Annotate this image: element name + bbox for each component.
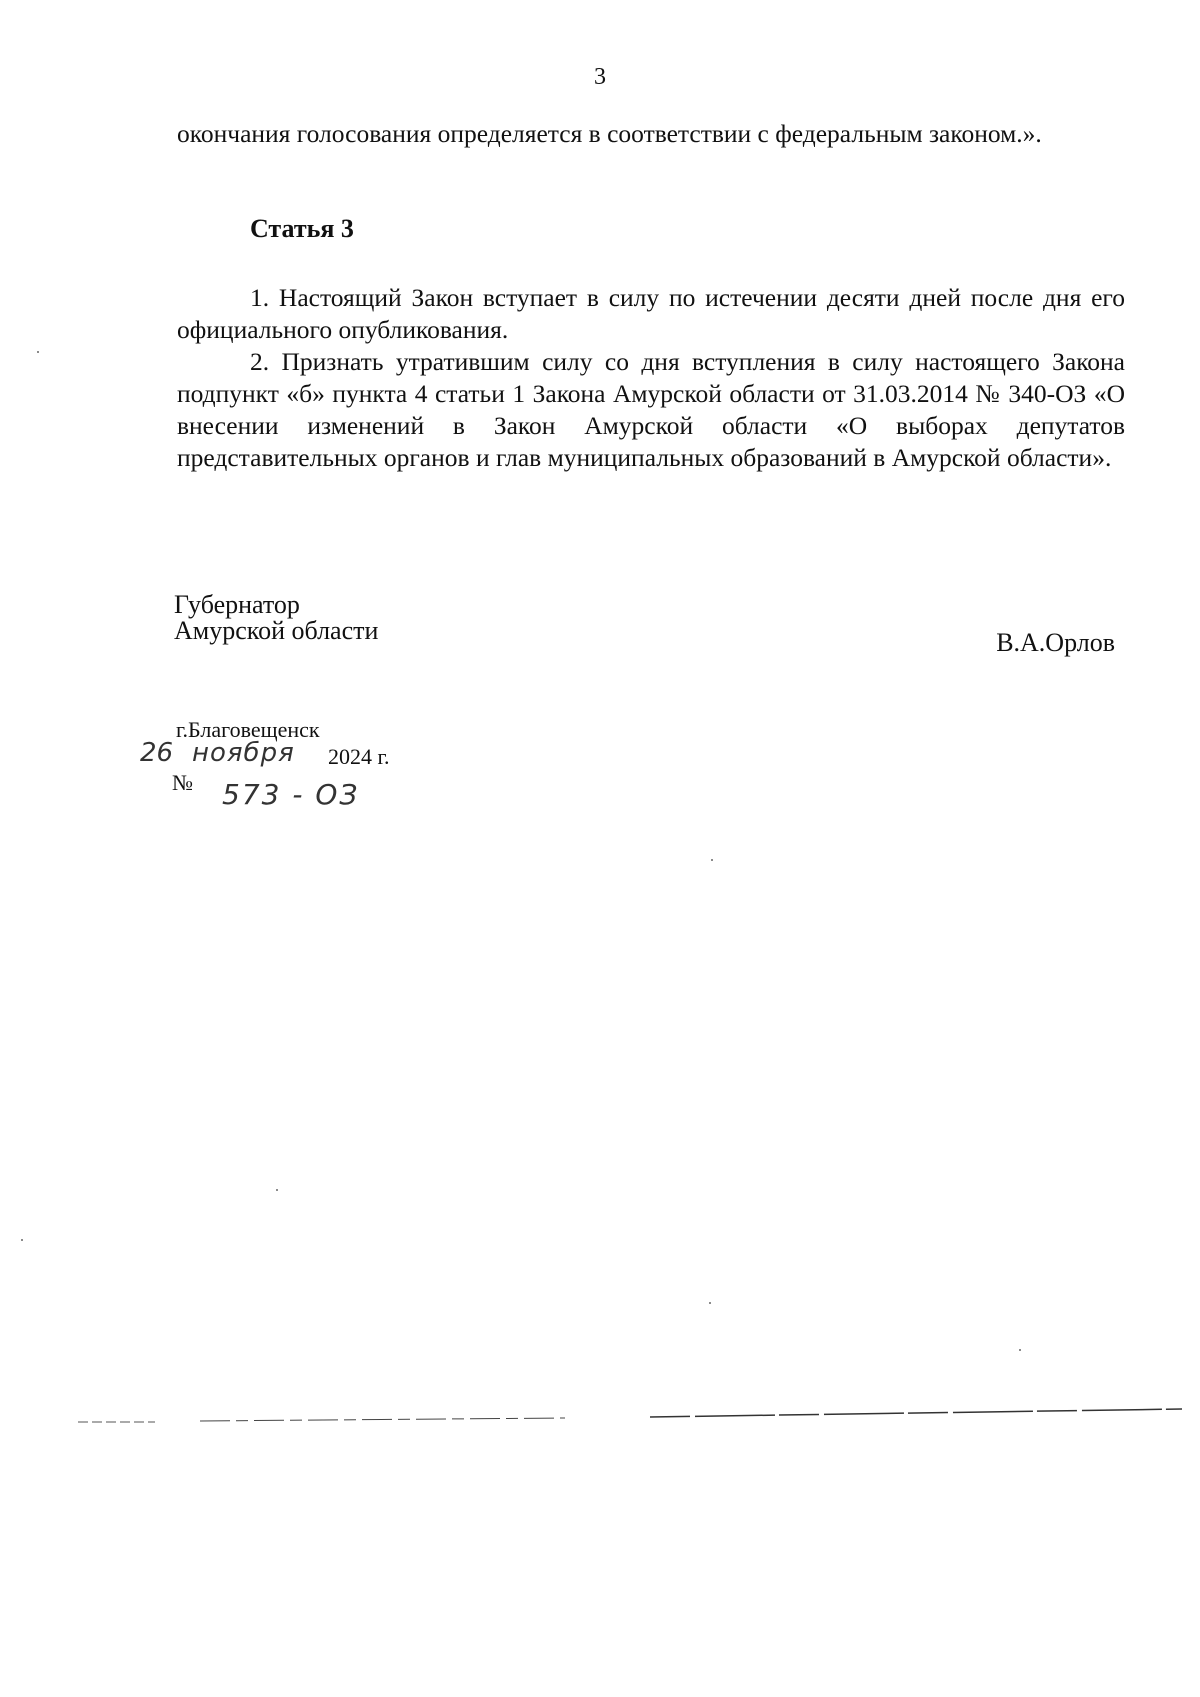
scan-dot-5 — [709, 1302, 711, 1304]
article-heading: Статья 3 — [250, 214, 354, 243]
scan-line-left-mid — [200, 1418, 565, 1421]
number-sign: № — [172, 770, 193, 795]
handwritten-month: ноября — [192, 738, 295, 768]
scan-dot-3 — [276, 1189, 278, 1191]
continuation-paragraph: окончания голосования определяется в соответствии с федеральным законом.». — [177, 119, 1042, 148]
page-number: 3 — [594, 64, 606, 90]
law-number — [172, 770, 472, 814]
scan-dot-1 — [37, 351, 39, 353]
article-item-2: 2. Признать утратившим силу со дня вступления в силу настоящего Закона подпункт «б» пункта 4 статьи 1 Закона Амурской области от 31.03.2014 № 340-ОЗ «О внесении изменений в Закон Амурской области «О выборах депутатов представительных органов и глав муниципальных образований в Амурской области». — [177, 347, 1125, 472]
scan-line-right — [650, 1409, 1182, 1417]
scan-dot-2 — [711, 859, 713, 861]
signatory-position-line-1: Губернатор — [174, 590, 300, 619]
signing-city: г.Благовещенск — [176, 717, 320, 742]
scan-dot-4 — [21, 1239, 23, 1241]
signatory-position-line-2: Амурской области — [174, 616, 379, 645]
signing-year: 2024 г. — [328, 744, 390, 769]
handwritten-day: 26 — [140, 738, 174, 768]
scan-dot-6 — [1019, 1349, 1021, 1351]
signatory-name: В.А.Орлов — [996, 628, 1115, 657]
handwritten-law-number: 573 - ОЗ — [222, 778, 360, 811]
article-item-1: 1. Настоящий Закон вступает в силу по истечении десяти дней после дня его официального опубликования. — [177, 283, 1125, 344]
signatory-position — [174, 592, 378, 644]
